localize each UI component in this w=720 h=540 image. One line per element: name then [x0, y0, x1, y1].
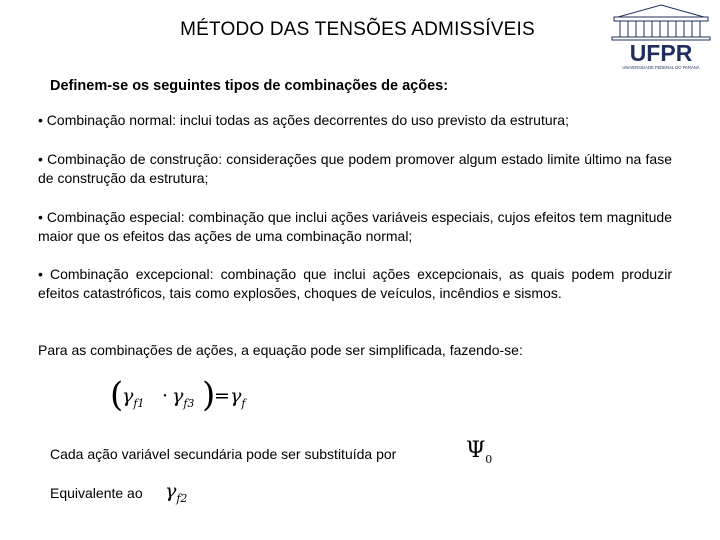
equation-gamma-f: $\gamma_f$	[230, 385, 246, 410]
equation-equals: =	[214, 385, 230, 407]
simplification-text: Para as combinações de ações, a equação pode ser simplificada, fazendo-se:	[38, 342, 523, 358]
ufpr-logo	[606, 3, 716, 71]
equivalent-gamma: $\gamma_{f2}$	[165, 480, 188, 505]
page-title: MÉTODO DAS TENSÕES ADMISSÍVEIS	[180, 19, 535, 40]
equivalent-text: Equivalente ao	[50, 485, 143, 501]
equation-left-paren: (	[110, 375, 124, 415]
equation-gamma-3: $\gamma_{f3}$	[172, 385, 195, 410]
bullet-normal: • Combinação normal: inclui todas as ações decorrentes do uso previsto da estrutura;	[38, 112, 569, 128]
logo-tagline: UNIVERSIDADE FEDERAL DO PARANÁ	[622, 65, 700, 70]
equation	[110, 375, 270, 421]
bullet-construction: • Combinação de construção: considerações que podem promover algum estado limite último na fase de construção da estrutura;	[38, 151, 672, 186]
equation-dot: ·	[162, 385, 169, 407]
substitution-text: Cada ação variável secundária pode ser substituída por	[50, 446, 397, 462]
logo-text: UFPR	[629, 40, 693, 66]
bullet-exceptional: • Combinação excepcional: combinação que inclui ações excepcionais, as quais podem produzir efeitos catastróficos, tais como explosões, choques de veículos, incêndios e sismos.	[38, 266, 672, 301]
bullet-special: • Combinação especial: combinação que inclui ações variáveis especiais, cujos efeitos tem magnitude maior que os efeitos das ações de uma combinação normal;	[38, 209, 672, 244]
equation-gamma-1: $\gamma_{f1}$	[122, 385, 145, 410]
section-subtitle: Definem-se os seguintes tipos de combinações de ações:	[50, 78, 449, 94]
equation-right-paren: )	[202, 375, 216, 415]
psi-symbol: $\Psi_0$	[466, 438, 493, 466]
